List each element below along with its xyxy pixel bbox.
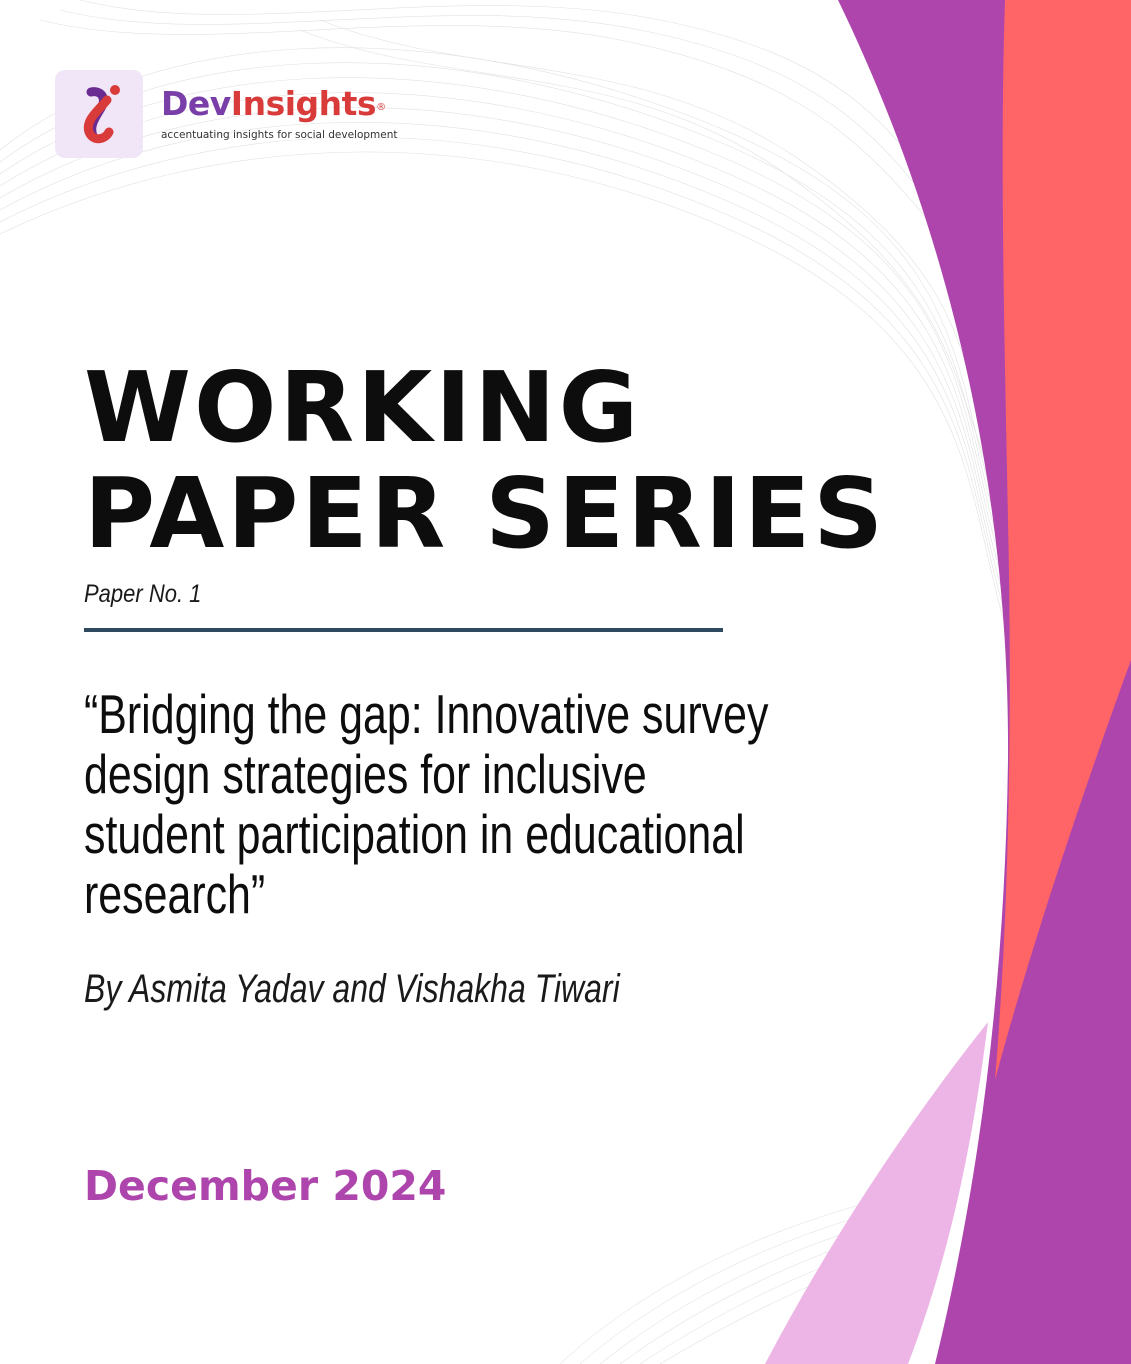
logo: [55, 70, 143, 158]
brand-name-part2: Insights: [230, 84, 377, 123]
divider: [84, 628, 723, 632]
registered-mark: ®: [376, 102, 386, 113]
logo-mark-icon: [55, 70, 143, 158]
brand-name-part1: Dev: [161, 84, 231, 123]
publication-date: December 2024: [84, 1162, 447, 1210]
paper-title: “Bridging the gap: Innovative survey design strategies for inclusive student participation in educational research”: [84, 683, 769, 925]
brand-name: [161, 84, 386, 124]
paper-number: Paper No. 1: [84, 580, 202, 608]
series-title-line1: WORKING: [84, 351, 642, 464]
series-title-line2: PAPER SERIES: [84, 457, 887, 570]
series-title: [84, 351, 887, 570]
authors: By Asmita Yadav and Vishakha Tiwari: [84, 967, 620, 1011]
brand-tagline: accentuating insights for social development: [161, 129, 398, 141]
